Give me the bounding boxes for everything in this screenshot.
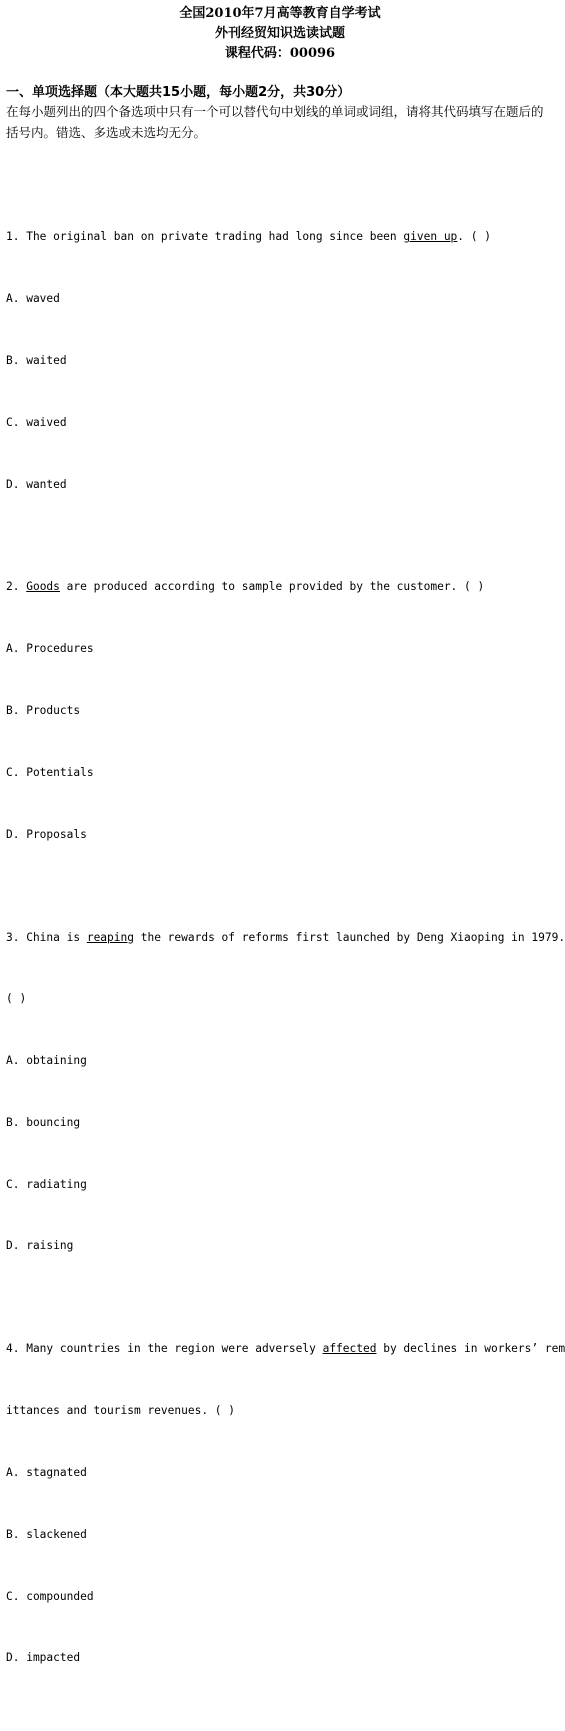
exam-title: 全国2010年7月高等教育自学考试: [179, 6, 381, 21]
question-4-text-before: 4. Many countries in the region were adversely: [6, 1342, 323, 1356]
question-3-stem-continuation: ( ): [6, 992, 27, 1006]
question-3-option-d: D. raising: [6, 1239, 74, 1253]
question-3-option-b: B. bouncing: [6, 1115, 81, 1129]
question-3-underlined-term: reaping: [86, 930, 134, 944]
question-3-text-before: 3. China is: [6, 930, 87, 944]
course-code: 课程代码：00096: [224, 46, 336, 61]
question-3-option-c: C. radiating: [6, 1177, 87, 1191]
question-2-option-a: A. Procedures: [6, 642, 94, 656]
question-2-underlined-term: Goods: [26, 580, 60, 594]
question-2-option-b: B. Products: [6, 704, 81, 718]
question-2-stem: [6, 577, 556, 598]
question-3-option-a: A. obtaining: [6, 1054, 87, 1068]
question-4-stem: [6, 1339, 565, 1360]
question-2-option-c: C. Potentials: [6, 765, 94, 779]
question-1-option-d: D. wanted: [6, 477, 67, 491]
question-2-text-before: 2.: [6, 580, 27, 594]
question-1-option-b: B. waited: [6, 353, 67, 367]
question-3-text-after: the rewards of reforms first launched by Deng Xiaoping in 1979.: [133, 930, 565, 944]
question-1-option-c: C. waived: [6, 415, 67, 429]
question-1-stem: [6, 227, 556, 248]
question-4-text-after: by declines in workers’ rem: [376, 1342, 565, 1356]
question-1-underlined-term: given up: [403, 230, 458, 244]
question-4-option-c: C. compounded: [6, 1589, 94, 1603]
paper-title: 外刊经贸知识选读试题: [214, 26, 345, 41]
exam-header: [0, 4, 560, 64]
question-3-stem: [6, 928, 565, 949]
question-4-stem-continuation: ittances and tourism revenues. ( ): [6, 1404, 236, 1418]
question-4-underlined-term: affected: [322, 1342, 377, 1356]
section-title: 一、单项选择题（本大题共15小题，每小题2分，共30分）: [6, 85, 351, 100]
question-4-option-a: A. stagnated: [6, 1466, 87, 1479]
question-4-option-b: B. slackened: [6, 1527, 87, 1541]
question-list: [6, 145, 565, 1731]
question-4-option-d: D. impacted: [6, 1651, 81, 1665]
question-1-text-after: . ( ): [457, 230, 491, 244]
question-2-text-after: are produced according to sample provided by the customer. ( ): [59, 580, 485, 594]
section-instructions: 在每小题列出的四个备选项中只有一个可以替代句中划线的单词或词组，请将其代码填写在题后的括号内。错选、多选或未选均无分。: [6, 104, 544, 140]
question-1-text-before: 1. The original ban on private trading had long since been: [6, 230, 404, 244]
question-2-option-d: D. Proposals: [6, 827, 87, 841]
question-1-option-a: A. waved: [6, 292, 60, 306]
